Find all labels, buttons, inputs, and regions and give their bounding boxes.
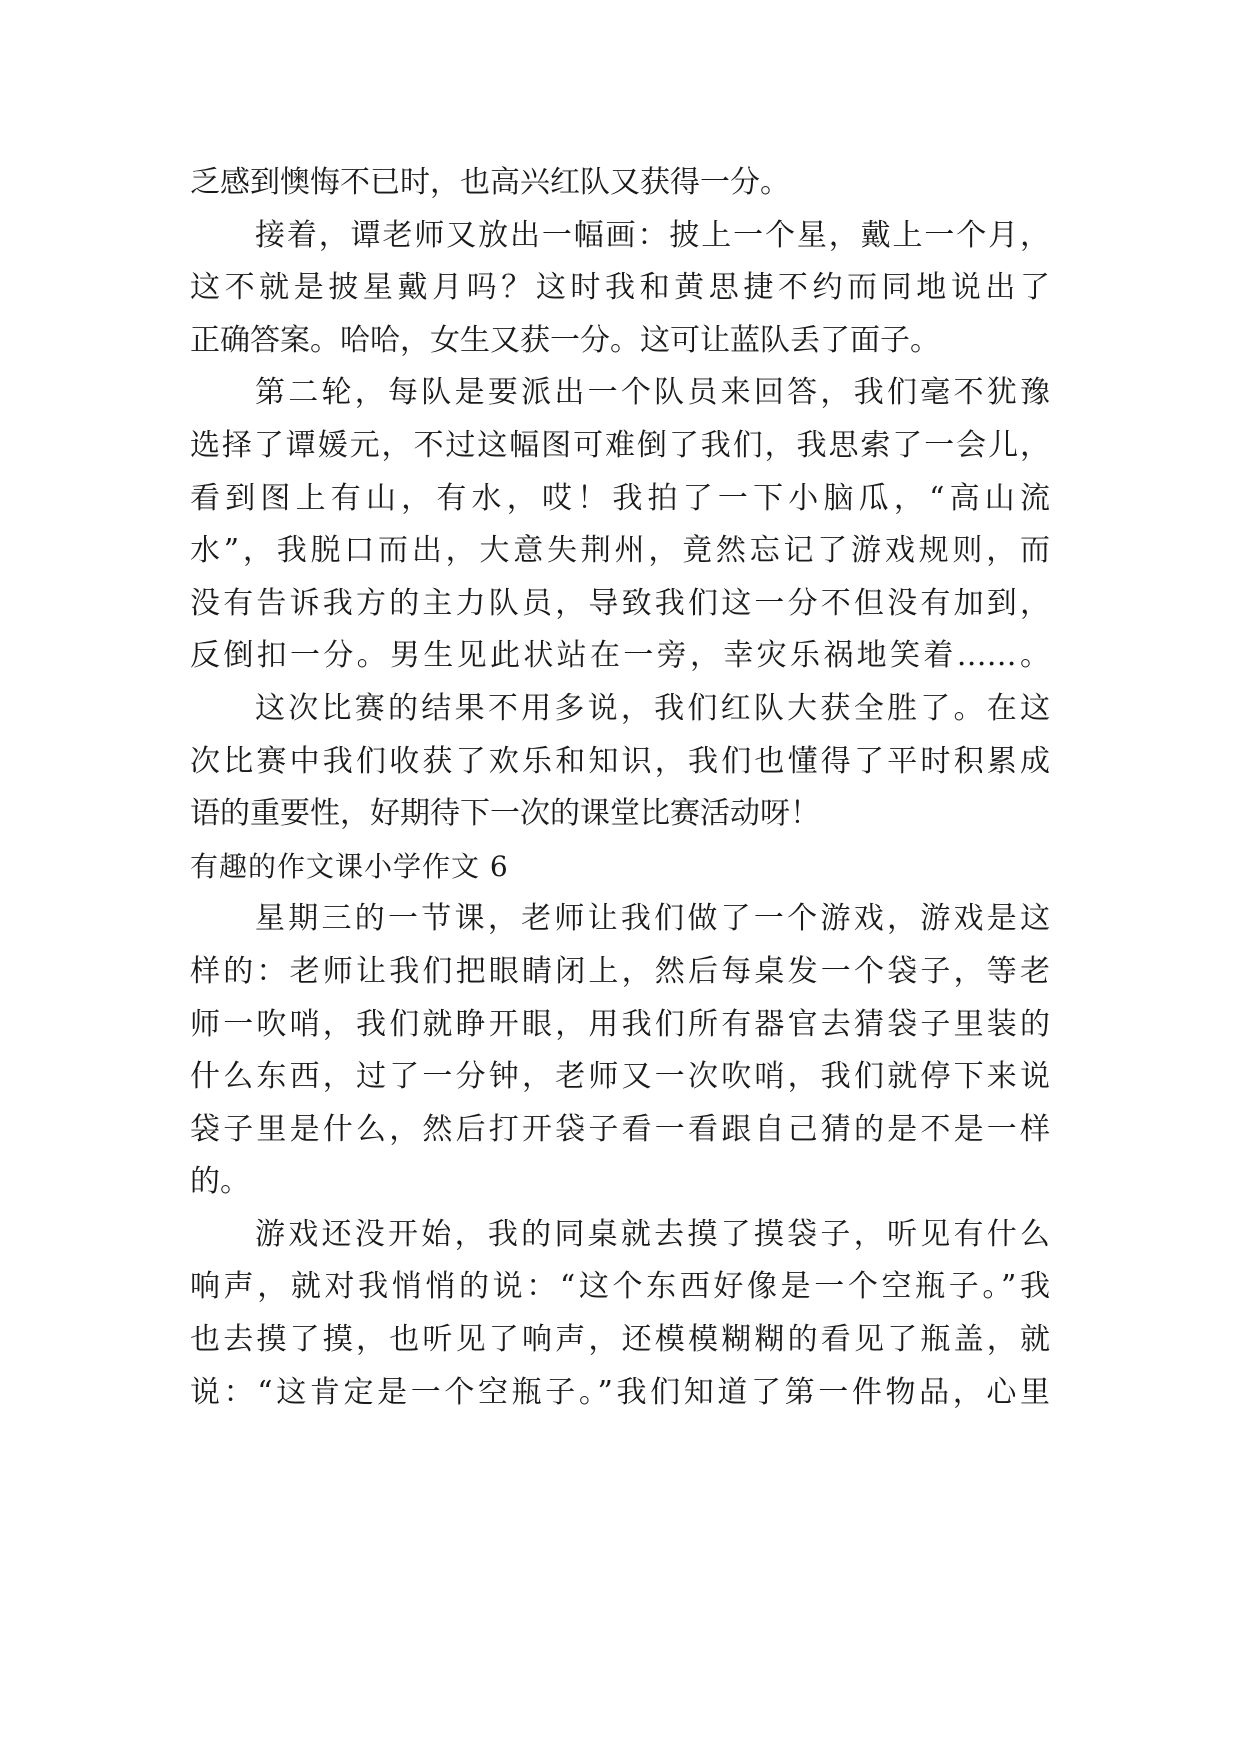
text-line: 水”，我脱口而出，大意失荆州，竟然忘记了游戏规则，而 bbox=[190, 533, 1050, 569]
paragraph-first-line: 接着，谭老师又放出一幅画：披上一个星，戴上一个月， bbox=[255, 217, 1050, 253]
text-line: 次比赛中我们收获了欢乐和知识，我们也懂得了平时积累成 bbox=[190, 743, 1050, 779]
paragraph-first-line: 星期三的一节课，老师让我们做了一个游戏，游戏是这 bbox=[255, 901, 1050, 937]
text-line: 选择了谭媛元，不过这幅图可难倒了我们，我思索了一会儿， bbox=[190, 427, 1050, 463]
text-line: 看到图上有山，有水，哎！我拍了一下小脑瓜，“高山流 bbox=[190, 480, 1050, 516]
text-line: 响声，就对我悄悄的说：“这个东西好像是一个空瓶子。”我 bbox=[190, 1269, 1050, 1305]
text-line: 也去摸了摸，也听见了响声，还模模糊糊的看见了瓶盖，就 bbox=[190, 1322, 1050, 1358]
section-heading: 有趣的作文课小学作文 6 bbox=[190, 849, 509, 883]
paragraph-first-line: 第二轮，每队是要派出一个队员来回答，我们毫不犹豫 bbox=[255, 375, 1050, 411]
text-line: 这不就是披星戴月吗？这时我和黄思捷不约而同地说出了 bbox=[190, 270, 1050, 306]
text-line: 师一吹哨，我们就睁开眼，用我们所有器官去猜袋子里装的 bbox=[190, 1006, 1050, 1042]
text-line: 袋子里是什么，然后打开袋子看一看跟自己猜的是不是一样 bbox=[190, 1111, 1050, 1147]
text-line: 说：“这肯定是一个空瓶子。”我们知道了第一件物品，心里 bbox=[190, 1374, 1050, 1410]
paragraph-last-line: 正确答案。哈哈，女生又获一分。这可让蓝队丢了面子。 bbox=[190, 322, 940, 358]
paragraph-last-line: 的。 bbox=[190, 1164, 250, 1200]
text-line: 样的：老师让我们把眼睛闭上，然后每桌发一个袋子，等老 bbox=[190, 953, 1050, 989]
paragraph-last-line: 乏感到懊悔不已时，也高兴红队又获得一分。 bbox=[190, 165, 790, 200]
text-line: 没有告诉我方的主力队员，导致我们这一分不但没有加到， bbox=[190, 585, 1050, 621]
text-line: 反倒扣一分。男生见此状站在一旁，幸灾乐祸地笑着……。 bbox=[190, 638, 1050, 674]
text-line: 什么东西，过了一分钟，老师又一次吹哨，我们就停下来说 bbox=[190, 1059, 1050, 1095]
paragraph-last-line: 语的重要性，好期待下一次的课堂比赛活动呀！ bbox=[190, 796, 820, 832]
paragraph-first-line: 游戏还没开始，我的同桌就去摸了摸袋子，听见有什么 bbox=[255, 1216, 1050, 1252]
document-body bbox=[190, 157, 1050, 1419]
paragraph-first-line: 这次比赛的结果不用多说，我们红队大获全胜了。在这 bbox=[255, 690, 1050, 726]
